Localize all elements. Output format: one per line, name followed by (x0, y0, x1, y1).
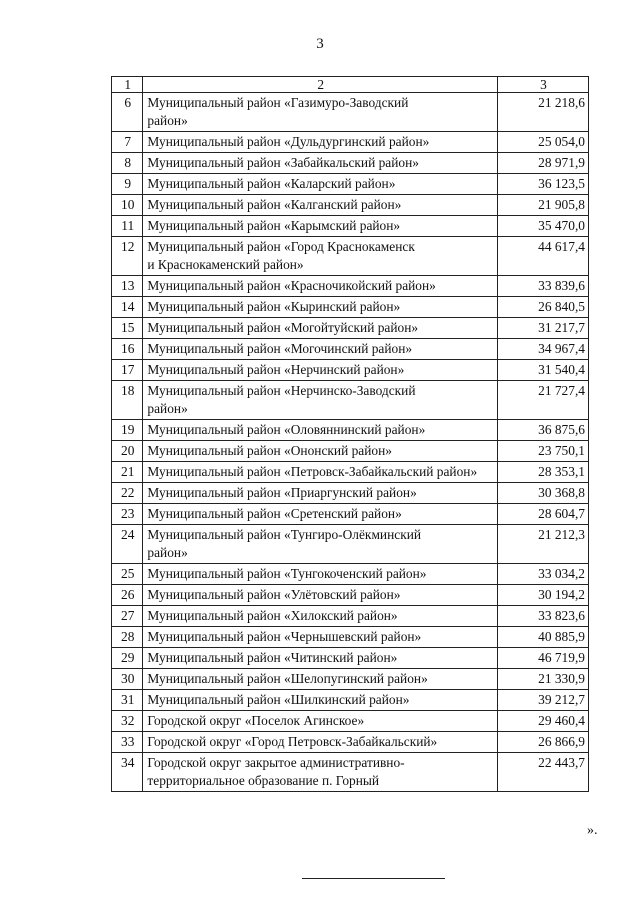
municipality-name-text: Муниципальный район «Каларский район» (147, 176, 396, 191)
municipality-name (143, 216, 498, 237)
municipality-name (143, 441, 498, 462)
row-number: 26 (112, 585, 143, 606)
amount-value: 21 727,4 (497, 381, 588, 420)
municipality-name (143, 648, 498, 669)
municipality-name (143, 606, 498, 627)
municipality-name (143, 93, 498, 132)
row-number: 9 (112, 174, 143, 195)
municipality-name (143, 420, 498, 441)
amount-value: 26 866,9 (497, 732, 588, 753)
table-row (112, 732, 589, 753)
table-row (112, 711, 589, 732)
row-number: 16 (112, 339, 143, 360)
municipality-name-text: Муниципальный район «Карымский район» (147, 218, 401, 233)
municipality-name-text: Муниципальный район «Могойтуйский район» (147, 320, 419, 335)
separator-line (302, 878, 445, 879)
amount-value: 30 194,2 (497, 585, 588, 606)
municipality-name (143, 276, 498, 297)
row-number: 21 (112, 462, 143, 483)
table-row (112, 153, 589, 174)
table-row (112, 525, 589, 564)
municipality-name (143, 669, 498, 690)
table-row (112, 276, 589, 297)
row-number: 15 (112, 318, 143, 339)
amount-value: 21 218,6 (497, 93, 588, 132)
amount-value: 33 839,6 (497, 276, 588, 297)
municipality-name (143, 297, 498, 318)
municipality-name-text: Муниципальный район «Ононский район» (147, 443, 392, 458)
row-number: 32 (112, 711, 143, 732)
closing-mark: ». (587, 823, 598, 838)
amount-value: 21 905,8 (497, 195, 588, 216)
row-number: 22 (112, 483, 143, 504)
amount-value: 23 750,1 (497, 441, 588, 462)
table-row (112, 483, 589, 504)
table-header-row (112, 77, 589, 93)
municipality-name (143, 132, 498, 153)
amount-value: 34 967,4 (497, 339, 588, 360)
amount-value: 28 353,1 (497, 462, 588, 483)
municipality-name-text: Муниципальный район «Красночикойский район» (147, 278, 436, 293)
municipality-name (143, 564, 498, 585)
table-row (112, 174, 589, 195)
table-row (112, 216, 589, 237)
amount-value: 21 330,9 (497, 669, 588, 690)
amount-value: 31 217,7 (497, 318, 588, 339)
amount-value: 40 885,9 (497, 627, 588, 648)
municipality-name (143, 504, 498, 525)
row-number: 23 (112, 504, 143, 525)
row-number: 29 (112, 648, 143, 669)
amount-value: 28 971,9 (497, 153, 588, 174)
municipality-name (143, 339, 498, 360)
municipality-name (143, 585, 498, 606)
row-number: 13 (112, 276, 143, 297)
table-row (112, 462, 589, 483)
municipality-name-text: Муниципальный район «Кыринский район» (147, 299, 401, 314)
municipality-name (143, 318, 498, 339)
table-row (112, 93, 589, 132)
budget-table (111, 76, 589, 792)
amount-value: 44 617,4 (497, 237, 588, 276)
row-number: 20 (112, 441, 143, 462)
amount-value: 36 123,5 (497, 174, 588, 195)
table-row (112, 606, 589, 627)
amount-value: 29 460,4 (497, 711, 588, 732)
page-number: 3 (316, 36, 324, 52)
municipality-name (143, 153, 498, 174)
table-row (112, 381, 589, 420)
table-row (112, 318, 589, 339)
municipality-name (143, 483, 498, 504)
row-number: 12 (112, 237, 143, 276)
municipality-name (143, 525, 498, 564)
table-row (112, 195, 589, 216)
amount-value: 22 443,7 (497, 753, 588, 792)
municipality-name-text: Муниципальный район «Нерчинский район» (147, 362, 405, 377)
row-number: 6 (112, 93, 143, 132)
table-row (112, 132, 589, 153)
municipality-name-text: Муниципальный район «Дульдургинский район» (147, 134, 430, 149)
row-number: 19 (112, 420, 143, 441)
municipality-name (143, 753, 498, 792)
municipality-name-text: Муниципальный район «Тунгокоченский район» (147, 566, 427, 581)
table-row (112, 504, 589, 525)
amount-value: 36 875,6 (497, 420, 588, 441)
municipality-name (143, 360, 498, 381)
amount-value: 39 212,7 (497, 690, 588, 711)
table-row (112, 690, 589, 711)
table-row (112, 585, 589, 606)
municipality-name (143, 174, 498, 195)
municipality-name-text: Муниципальный район «Забайкальский район» (147, 155, 419, 170)
row-number: 34 (112, 753, 143, 792)
header-col-3: 3 (497, 77, 588, 93)
header-col-2: 2 (143, 77, 498, 93)
amount-value: 31 540,4 (497, 360, 588, 381)
table-row (112, 564, 589, 585)
row-number: 25 (112, 564, 143, 585)
municipality-name-text: Городской округ «Поселок Агинское» (147, 713, 365, 728)
table-body (112, 77, 589, 792)
municipality-name (143, 690, 498, 711)
table-row (112, 297, 589, 318)
municipality-name (143, 237, 498, 276)
row-number: 18 (112, 381, 143, 420)
amount-value: 26 840,5 (497, 297, 588, 318)
table-row (112, 669, 589, 690)
amount-value: 28 604,7 (497, 504, 588, 525)
municipality-name-text: Муниципальный район «Калганский район» (147, 197, 402, 212)
amount-value: 35 470,0 (497, 216, 588, 237)
municipality-name-text: Муниципальный район «Приаргунский район» (147, 485, 417, 500)
municipality-name-text: Муниципальный район «Улётовский район» (147, 587, 401, 602)
municipality-name (143, 195, 498, 216)
row-number: 11 (112, 216, 143, 237)
table-row (112, 237, 589, 276)
table-row (112, 441, 589, 462)
table-row (112, 648, 589, 669)
municipality-name (143, 381, 498, 420)
municipality-name (143, 627, 498, 648)
municipality-name-text: Муниципальный район «Оловяннинский район» (147, 422, 426, 437)
table-row (112, 420, 589, 441)
municipality-name-text: Муниципальный район «Шелопугинский район» (147, 671, 428, 686)
municipality-name-text: Городской округ «Город Петровск-Забайкальский» (147, 734, 438, 749)
municipality-name (143, 732, 498, 753)
amount-value: 21 212,3 (497, 525, 588, 564)
row-number: 24 (112, 525, 143, 564)
municipality-name (143, 462, 498, 483)
municipality-name-text: Муниципальный район «Нерчинско-Заводский район» (147, 383, 416, 416)
amount-value: 25 054,0 (497, 132, 588, 153)
table-row (112, 627, 589, 648)
row-number: 7 (112, 132, 143, 153)
row-number: 30 (112, 669, 143, 690)
municipality-name-text: Муниципальный район «Читинский район» (147, 650, 398, 665)
row-number: 31 (112, 690, 143, 711)
row-number: 17 (112, 360, 143, 381)
row-number: 28 (112, 627, 143, 648)
table-row (112, 753, 589, 792)
row-number: 33 (112, 732, 143, 753)
municipality-name-text: Муниципальный район «Чернышевский район» (147, 629, 422, 644)
row-number: 8 (112, 153, 143, 174)
header-col-1: 1 (112, 77, 143, 93)
municipality-name-text: Муниципальный район «Сретенский район» (147, 506, 402, 521)
municipality-name-text: Муниципальный район «Город Краснокаменск и Краснокаменский район» (147, 239, 415, 272)
row-number: 14 (112, 297, 143, 318)
municipality-name (143, 711, 498, 732)
municipality-name-text: Городской округ закрытое административно- территориальное образование п. Горный (147, 755, 405, 788)
municipality-name-text: Муниципальный район «Хилокский район» (147, 608, 398, 623)
row-number: 10 (112, 195, 143, 216)
municipality-name-text: Муниципальный район «Могочинский район» (147, 341, 413, 356)
row-number: 27 (112, 606, 143, 627)
table-row (112, 360, 589, 381)
amount-value: 33 823,6 (497, 606, 588, 627)
amount-value: 30 368,8 (497, 483, 588, 504)
municipality-name-text: Муниципальный район «Петровск-Забайкальский район» (147, 464, 478, 479)
municipality-name-text: Муниципальный район «Шилкинский район» (147, 692, 410, 707)
municipality-name-text: Муниципальный район «Тунгиро-Олёкминский район» (147, 527, 422, 560)
table-row (112, 339, 589, 360)
amount-value: 33 034,2 (497, 564, 588, 585)
amount-value: 46 719,9 (497, 648, 588, 669)
municipality-name-text: Муниципальный район «Газимуро-Заводский район» (147, 95, 409, 128)
